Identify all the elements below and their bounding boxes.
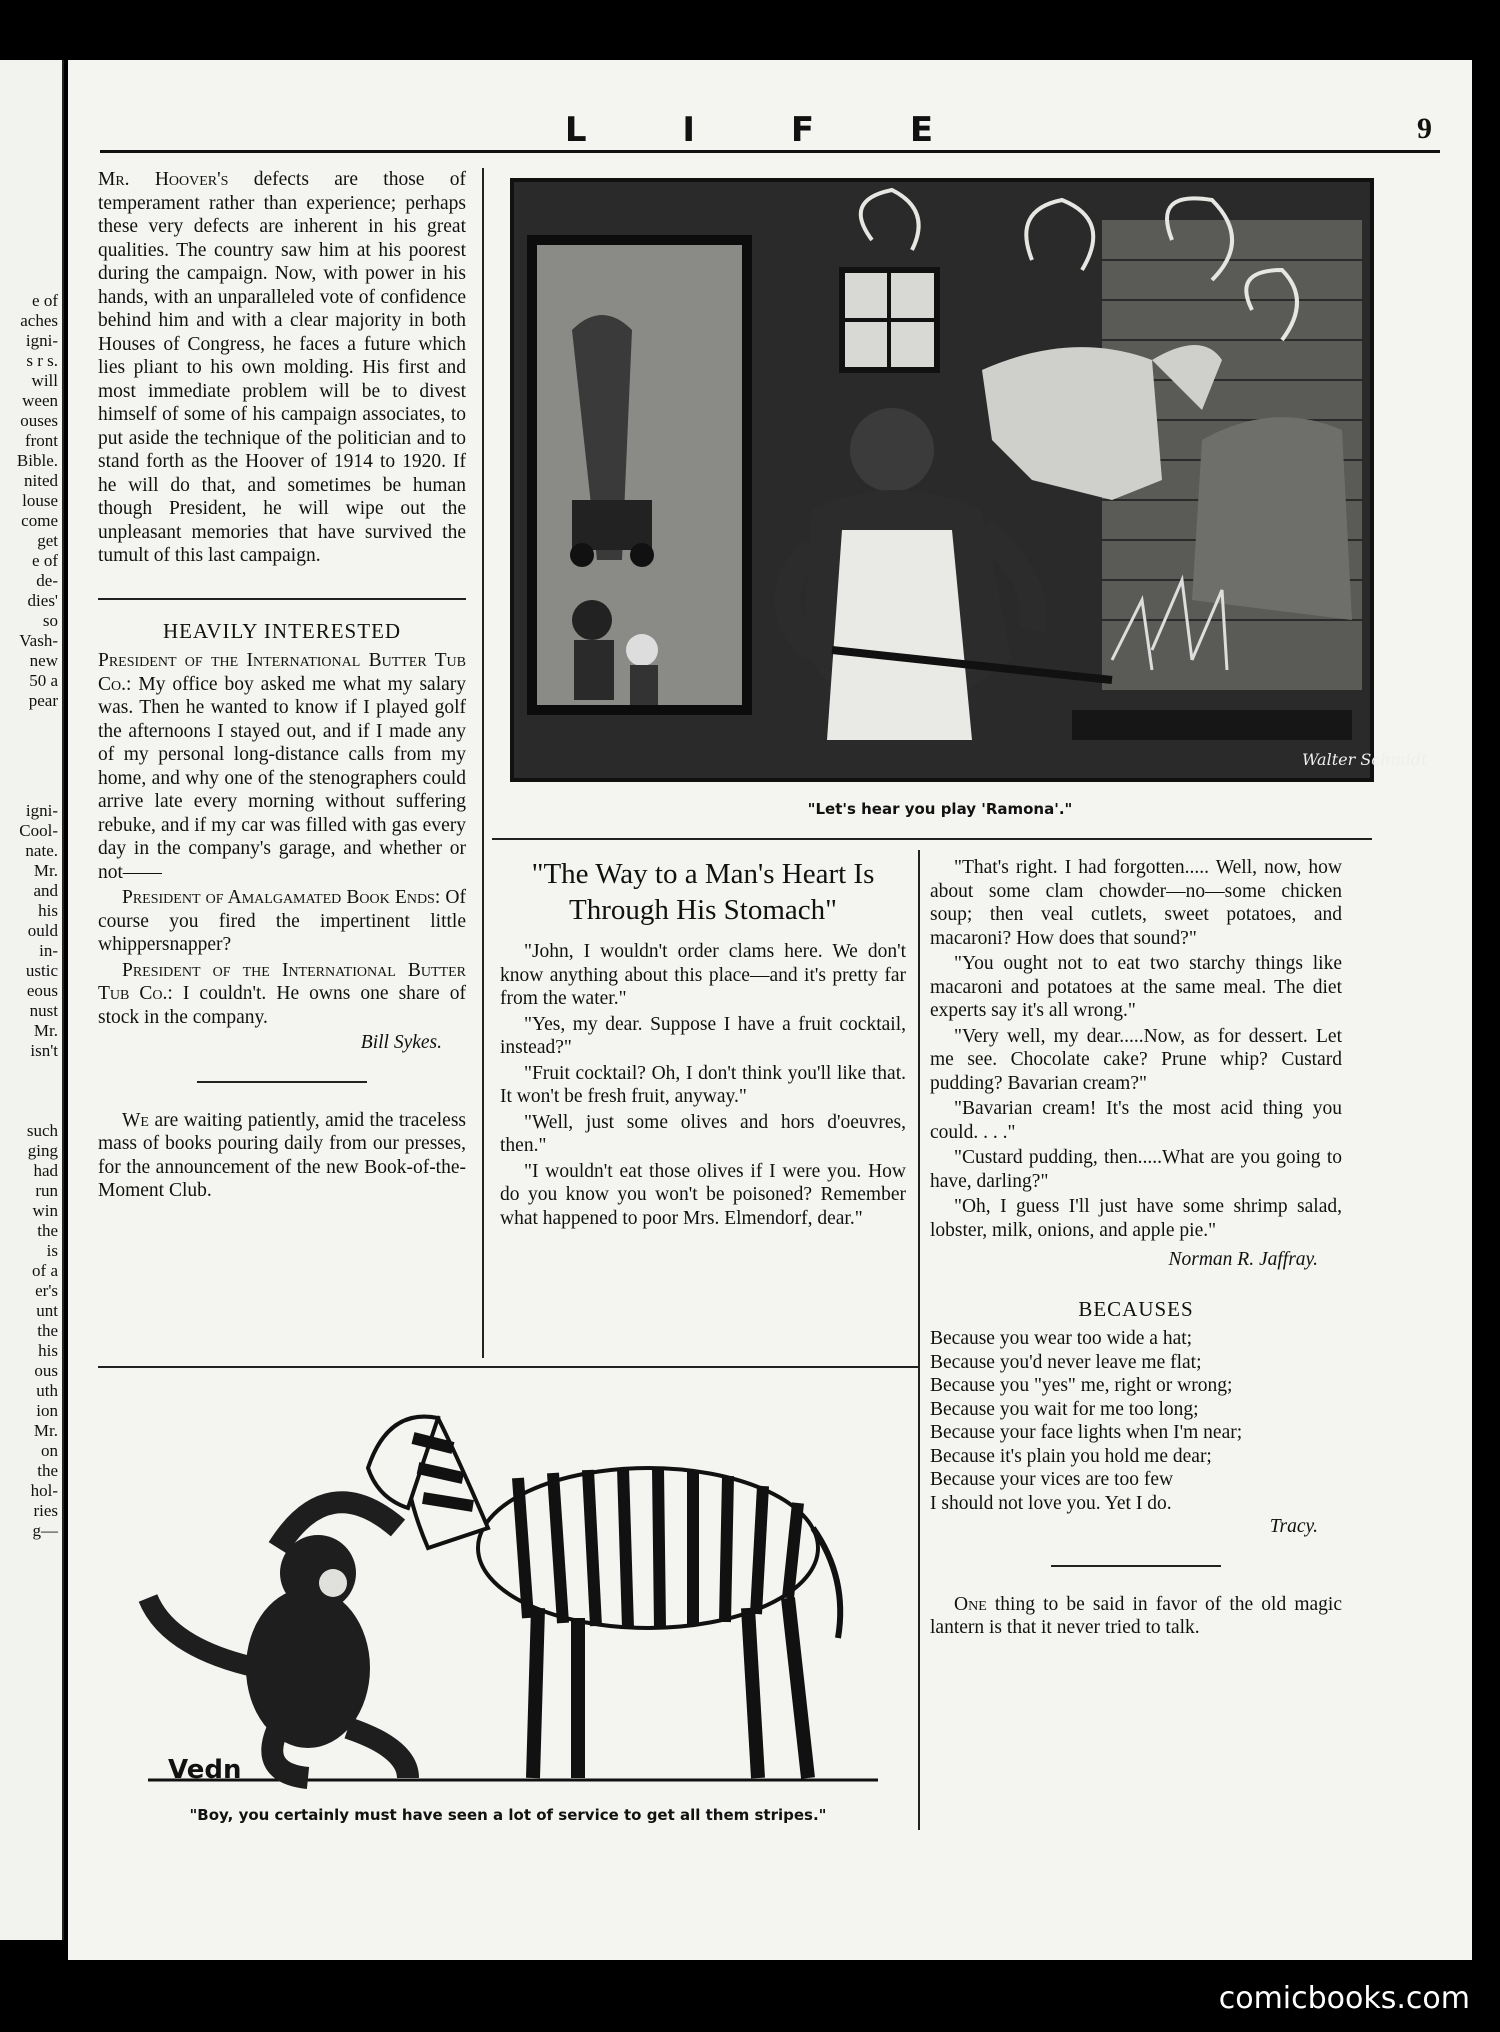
section-divider bbox=[98, 598, 466, 600]
bottom-left-rule bbox=[98, 1366, 918, 1368]
dialogue-paragraph: "You ought not to eat two starchy things like macaroni and potatoes at the same meal. The diet experts say it's all wrong." bbox=[930, 953, 1342, 1021]
margin-fragment: unt bbox=[36, 1301, 58, 1320]
dialogue-paragraph: "Yes, my dear. Suppose I have a fruit cocktail, instead?" bbox=[500, 1013, 906, 1058]
margin-fragment: run bbox=[35, 1181, 58, 1200]
poem-line: Because you wait for me too long; bbox=[930, 1398, 1199, 1420]
speaker-1: President of the International Butter Tub Co.: bbox=[98, 650, 466, 695]
hoover-paragraph bbox=[98, 168, 466, 568]
margin-fragment: ouses bbox=[20, 411, 58, 430]
speaker-2: President of Amalgamated Book Ends: bbox=[122, 887, 441, 908]
artist-signature-top: Walter Schmidt bbox=[1302, 750, 1428, 769]
poem-line: Because your vices are too few bbox=[930, 1469, 1174, 1490]
margin-fragment: his bbox=[38, 1341, 58, 1360]
adjacent-page-strip bbox=[0, 60, 64, 1940]
margin-fragment: ould bbox=[27, 921, 58, 940]
margin-fragment: in- bbox=[39, 941, 58, 960]
poem-line: Because it's plain you hold me dear; bbox=[930, 1445, 1212, 1467]
speaker-3: President of the International Butter Tub Co.: bbox=[98, 959, 466, 1004]
speech-2: Of course you fired the impertinent little whippersnapper? bbox=[98, 887, 466, 955]
margin-fragment: come bbox=[21, 511, 58, 530]
stomach-dialogue bbox=[500, 940, 906, 1230]
poem-line: Because you "yes" me, right or wrong; bbox=[930, 1375, 1233, 1396]
blacksmith-illustration bbox=[512, 180, 1428, 780]
margin-fragment: on bbox=[41, 1441, 58, 1460]
margin-fragment: ries bbox=[33, 1501, 58, 1520]
becauses-title: BECAUSES bbox=[1078, 1296, 1194, 1321]
lantern-lead: One bbox=[954, 1593, 987, 1615]
magazine-page bbox=[68, 60, 1472, 1960]
dialogue-paragraph: "Custard pudding, then.....What are you going to have, darling?" bbox=[930, 1147, 1342, 1192]
margin-fragment: nited bbox=[24, 471, 58, 490]
margin-fragment: the bbox=[37, 1321, 58, 1340]
margin-fragment: Cool- bbox=[19, 821, 58, 840]
margin-fragment: get bbox=[37, 531, 58, 550]
masthead: L I F E bbox=[564, 110, 976, 150]
zebra-caption: "Boy, you certainly must have seen a lot of service to get all them stripes." bbox=[189, 1806, 827, 1824]
zebra-monkey-illustration bbox=[108, 1378, 908, 1798]
margin-fragment: igni- bbox=[25, 801, 58, 820]
margin-fragment: win bbox=[32, 1201, 58, 1220]
poem-line: Because you'd never leave me flat; bbox=[930, 1351, 1202, 1373]
dialogue-paragraph: "Fruit cocktail? Oh, I don't think you'll like that. It won't be fresh fruit, anyway." bbox=[500, 1062, 906, 1107]
margin-fragment: igni- bbox=[25, 331, 58, 350]
poem-line: I should not love you. Yet I do. bbox=[930, 1492, 1172, 1514]
margin-fragment: de- bbox=[36, 571, 58, 590]
zebra-cartoon bbox=[108, 1378, 908, 1798]
margin-fragment: nate. bbox=[25, 841, 58, 860]
page-number: 9 bbox=[1417, 112, 1432, 145]
margin-fragment: so bbox=[42, 611, 58, 630]
dialogue-paragraph: "Well, just some olives and hors d'oeuvres, then." bbox=[500, 1111, 906, 1156]
blacksmith-caption: "Let's hear you play 'Ramona'." bbox=[807, 800, 1073, 818]
margin-fragment: will bbox=[31, 371, 58, 390]
margin-fragment: g— bbox=[32, 1521, 58, 1540]
margin-fragment: new bbox=[29, 651, 58, 670]
book-club-lead: We bbox=[122, 1109, 149, 1131]
book-club-text: are waiting patiently, amid the traceless mass of books pouring daily from our presses, for the announcement of the new Book-of-the-Moment Club. bbox=[98, 1109, 467, 1201]
margin-fragment: er's bbox=[35, 1281, 58, 1300]
blacksmith-cartoon bbox=[510, 178, 1428, 782]
heavily-p2 bbox=[98, 886, 466, 957]
bill-sykes-signature: Bill Sykes. bbox=[360, 1032, 442, 1053]
margin-fragment: nust bbox=[29, 1001, 58, 1020]
jaffray-signature: Norman R. Jaffray. bbox=[1168, 1249, 1318, 1270]
margin-fragment: ustic bbox=[25, 961, 58, 980]
short-divider bbox=[197, 1081, 367, 1083]
margin-fragment: louse bbox=[22, 491, 58, 510]
margin-fragment: uth bbox=[36, 1381, 58, 1400]
margin-fragment: hol- bbox=[30, 1481, 58, 1500]
lantern-text: thing to be said in favor of the old magic lantern is that it never tried to talk. bbox=[930, 1593, 1342, 1638]
margin-fragment: Mr. bbox=[33, 1421, 58, 1440]
margin-fragment: eous bbox=[26, 981, 58, 1000]
watermark: comicbooks.com bbox=[1218, 1981, 1470, 2016]
speech-3: I couldn't. He owns one share of stock in the company. bbox=[98, 983, 467, 1028]
speech-1: My office boy asked me what my salary was. Then he wanted to know if I played golf the afternoons I stayed out, and if I made any of my personal long-distance calls from my home, and why one of the stenographers could arrive late every morning without suffering rebuke, and if my car was filled with gas every day in the company's garage, and whether or not—— bbox=[98, 673, 467, 883]
margin-fragment: Vash- bbox=[19, 631, 58, 650]
poem-line: Because your face lights when I'm near; bbox=[930, 1422, 1243, 1443]
poem-line: Because you wear too wide a hat; bbox=[930, 1328, 1193, 1349]
margin-fragment: 50 a bbox=[29, 671, 58, 690]
dialogue-paragraph: "That's right. I had forgotten..... Well, now, how about some clam chowder—no—some chicken soup; then veal cutlets, sweet potatoes, and macaroni? How does that sound?" bbox=[930, 857, 1342, 949]
becauses-poem bbox=[930, 1327, 1342, 1515]
heavily-interested-title: HEAVILY INTERESTED bbox=[162, 618, 402, 643]
dialogue-paragraph: "Bavarian cream! It's the most acid thing you could. . . ." bbox=[930, 1098, 1342, 1143]
left-column bbox=[98, 168, 466, 1205]
margin-fragment: front bbox=[24, 431, 58, 450]
artist-signature-bottom: Vedn bbox=[168, 1755, 242, 1785]
heavily-p3 bbox=[98, 959, 466, 1030]
hoover-lead: Mr. Hoover's bbox=[98, 169, 229, 190]
margin-fragment: ous bbox=[34, 1361, 58, 1380]
dialogue-paragraph: "Oh, I guess I'll just have some shrimp salad, lobster, milk, onions, and apple pie." bbox=[930, 1196, 1342, 1241]
hoover-text: defects are those of temperament rather than experience; perhaps these very defects are inherent in his great qualities. The country saw him at his poorest during the campaign. Now, with power in his hands, with an unparalleled vote of confidence behind him and with a clear majority in both Houses of Congress, he faces a future which lies pliant to his own molding. His first and most immediate problem will be to divest himself of some of his campaign associates, to put aside the technique of the politician and to stand forth as the Hoover of 1914 to 1920. If he will do that, and sometimes be human though President, he will wipe out the unpleasant memories that have survived the tumult of this last campaign. bbox=[98, 169, 466, 566]
margin-fragment: the bbox=[37, 1221, 58, 1240]
margin-fragment: the bbox=[37, 1461, 58, 1480]
margin-fragment: e of bbox=[32, 551, 58, 570]
mid-horizontal-rule bbox=[492, 838, 1372, 840]
margin-fragment: ween bbox=[22, 391, 58, 410]
margin-fragment: of a bbox=[32, 1261, 58, 1280]
short-divider-right bbox=[1051, 1565, 1221, 1567]
dialogue-paragraph: "John, I wouldn't order clams here. We don't know anything about this place—and it's pretty far from the water." bbox=[500, 941, 906, 1009]
margin-fragment: pear bbox=[28, 691, 58, 710]
margin-fragment: had bbox=[33, 1161, 58, 1180]
stomach-column bbox=[500, 856, 906, 1232]
stomach-dialogue-continued bbox=[930, 856, 1342, 1242]
lantern-paragraph bbox=[930, 1593, 1342, 1640]
margin-fragment: s r s. bbox=[26, 351, 58, 370]
column-rule-right bbox=[918, 850, 920, 1830]
margin-fragment: Bible. bbox=[16, 451, 58, 470]
tracy-signature: Tracy. bbox=[1269, 1516, 1318, 1537]
header-rule bbox=[100, 150, 1440, 153]
margin-fragment: and bbox=[33, 881, 58, 900]
margin-fragment: Mr. bbox=[33, 1021, 58, 1040]
margin-fragment: such bbox=[26, 1121, 58, 1140]
dialogue-paragraph: "Very well, my dear.....Now, as for dessert. Let me see. Chocolate cake? Prune whip? Custard pudding? Bavarian cream?" bbox=[930, 1025, 1342, 1094]
margin-fragment: ging bbox=[27, 1141, 58, 1160]
column-rule-left bbox=[482, 168, 484, 1358]
margin-fragment: his bbox=[38, 901, 58, 920]
book-club-paragraph bbox=[98, 1109, 466, 1203]
dialogue-paragraph: "I wouldn't eat those olives if I were you. How do you know you won't be poisoned? Remember what happened to poor Mrs. Elmendorf, dear." bbox=[500, 1160, 906, 1229]
right-column bbox=[930, 856, 1342, 1642]
heavily-p1 bbox=[98, 649, 466, 884]
margin-fragment: e of bbox=[32, 291, 58, 310]
margin-fragment: Mr. bbox=[33, 861, 58, 880]
margin-fragment: aches bbox=[20, 311, 58, 330]
margin-fragment: is bbox=[46, 1241, 58, 1260]
margin-fragment: ion bbox=[36, 1401, 58, 1420]
stomach-title: "The Way to a Man's Heart Is Through His Stomach" bbox=[531, 858, 875, 926]
margin-fragment: isn't bbox=[30, 1041, 58, 1060]
margin-fragment: dies' bbox=[27, 591, 58, 610]
